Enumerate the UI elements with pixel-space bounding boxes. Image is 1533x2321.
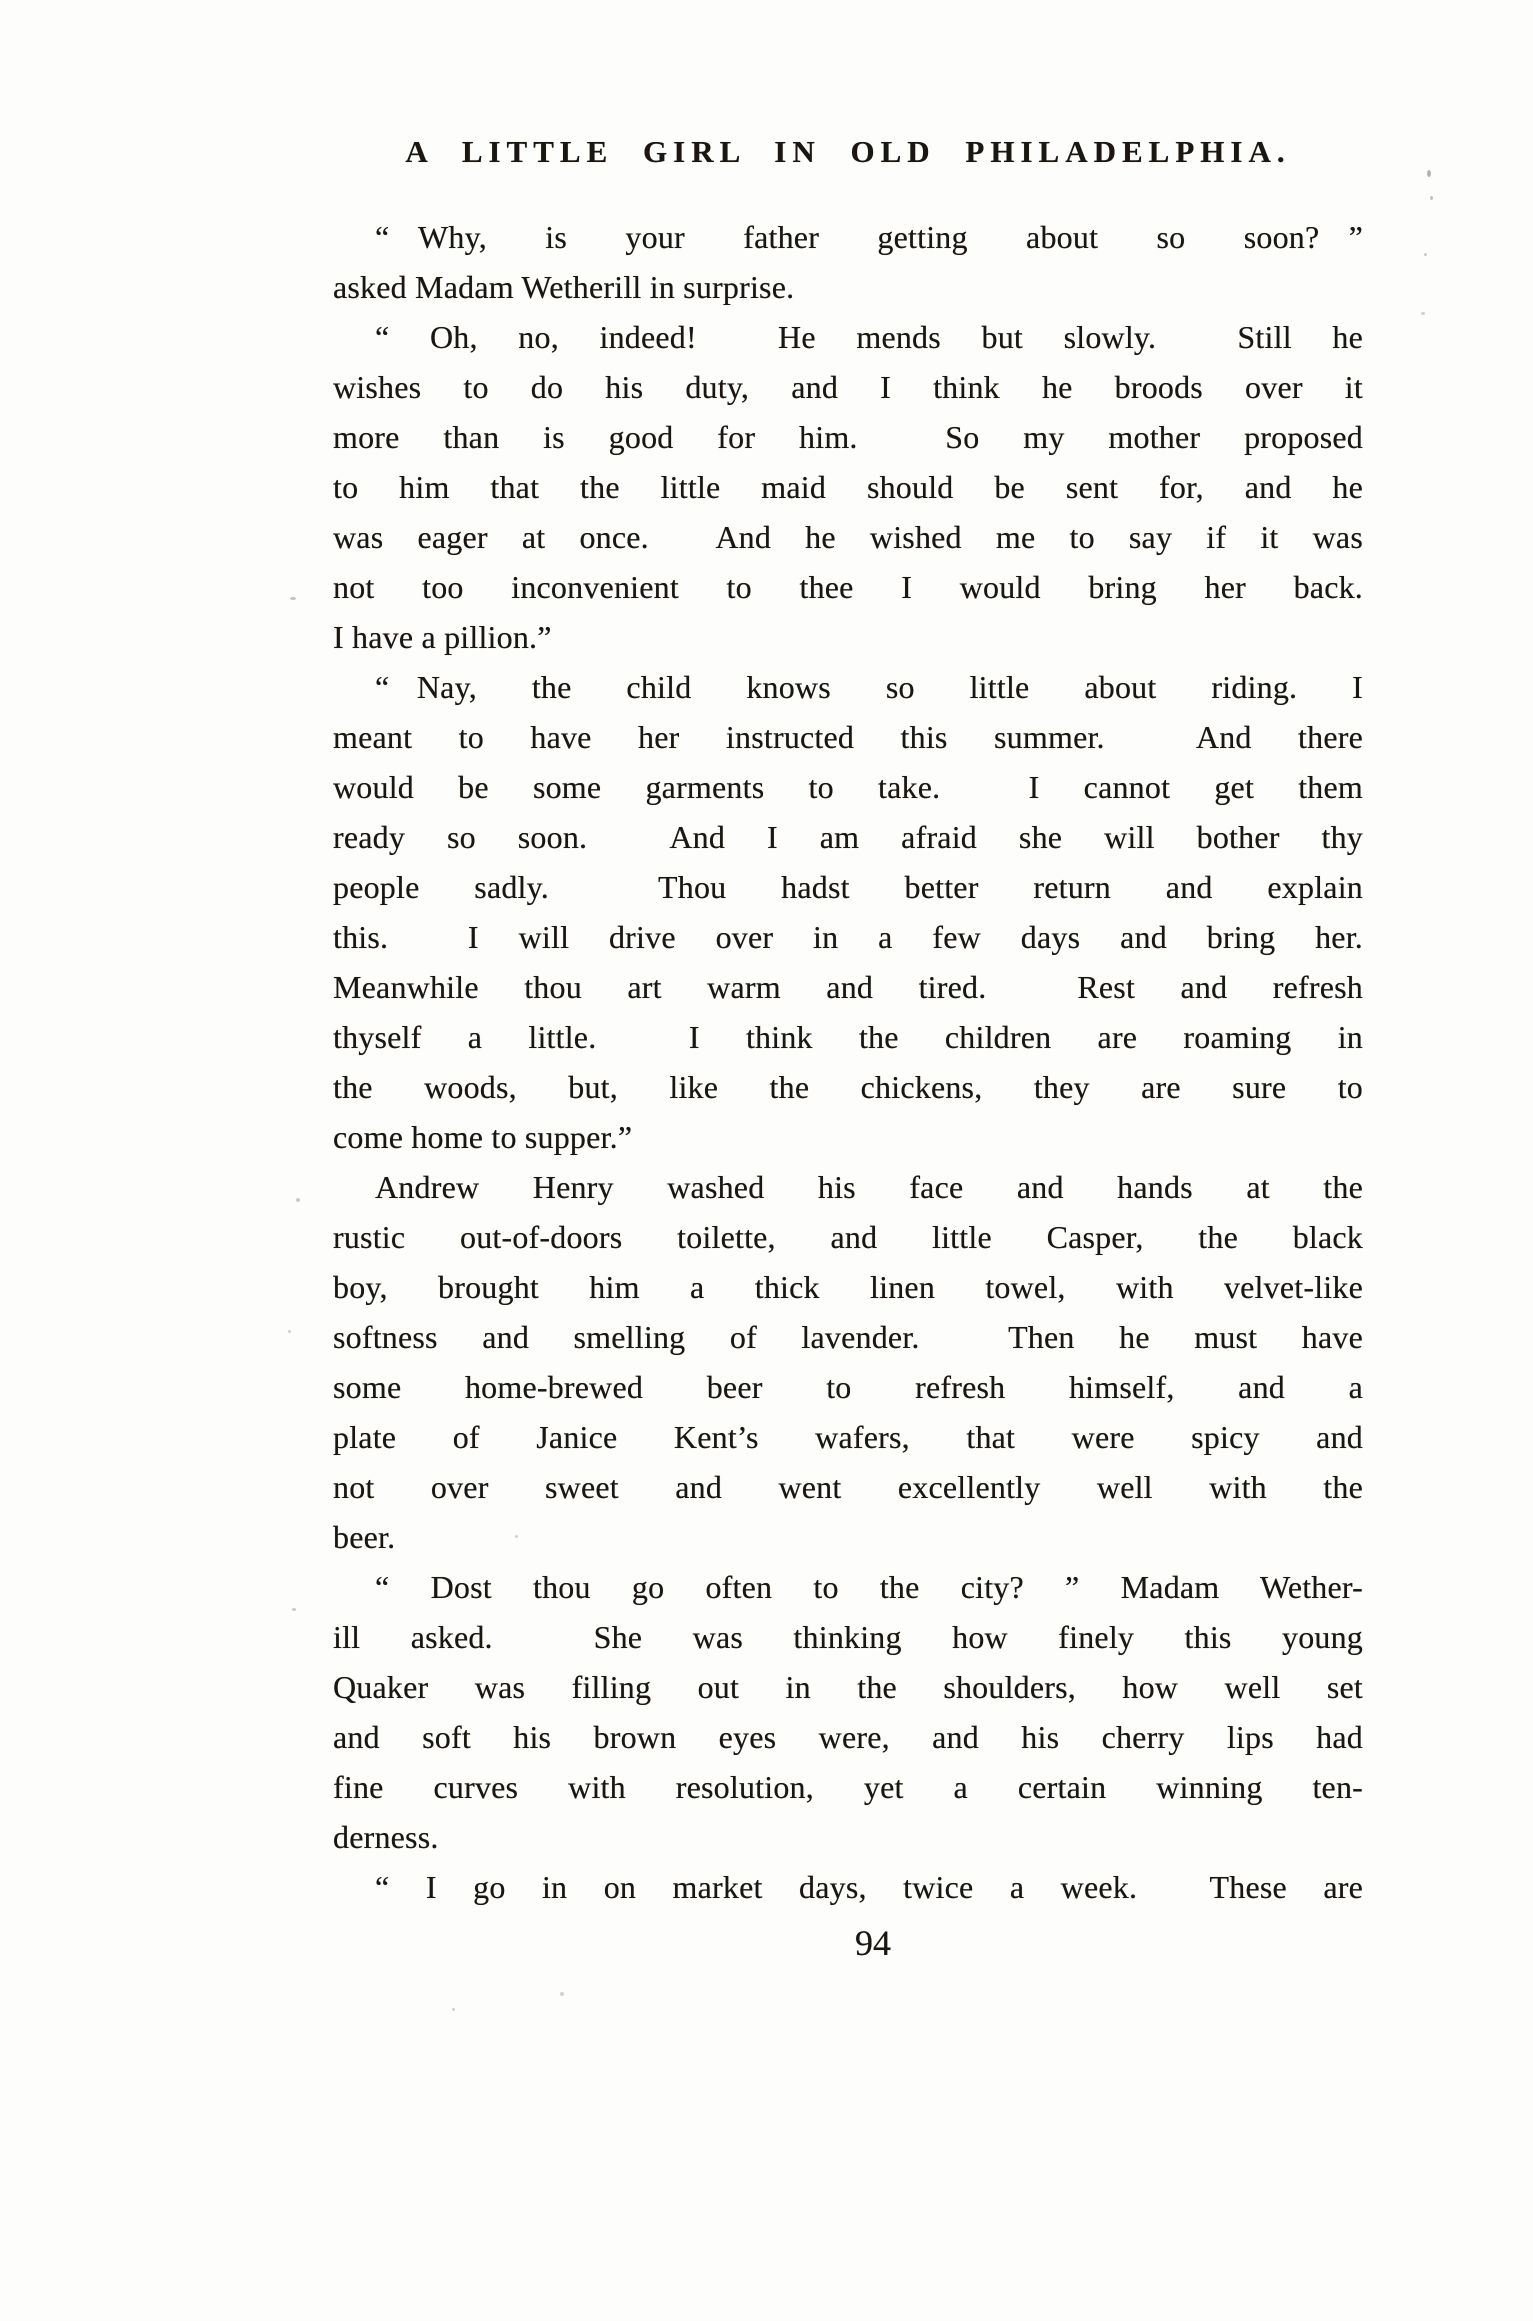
text-line: this. I will drive over in a few days and bring her. — [333, 919, 1363, 955]
text-line: more than is good for him. So my mother proposed — [333, 419, 1363, 455]
text-line: asked Madam Wetherill in surprise. — [333, 269, 795, 305]
text-line: Meanwhile thou art warm and tired. Rest and refresh — [333, 969, 1363, 1005]
text-line: people sadly. Thou hadst better return and explain — [333, 869, 1363, 905]
text-line: not over sweet and went excellently well with the — [333, 1469, 1363, 1505]
text-line: boy, brought him a thick linen towel, with velvet-like — [333, 1269, 1363, 1305]
text-line: “ Nay, the child knows so little about riding. I — [375, 669, 1363, 705]
text-line: “ Dost thou go often to the city? ” Madam Wether- — [375, 1569, 1363, 1605]
speck — [1424, 253, 1427, 256]
text-line: not too inconvenient to thee I would bring her back. — [333, 569, 1363, 605]
text-line: fine curves with resolution, yet a certain winning ten- — [333, 1769, 1363, 1805]
text-line: “ Why, is your father getting about so soon? ” — [375, 219, 1363, 255]
text-block — [333, 212, 1363, 1912]
text-line: beer. — [333, 1519, 396, 1555]
text-line: come home to supper.” — [333, 1119, 633, 1155]
text-line: thyself a little. I think the children are roaming in — [333, 1019, 1363, 1055]
text-line: ready so soon. And I am afraid she will bother thy — [333, 819, 1363, 855]
page-number: 94 — [855, 1923, 891, 1963]
running-header: A LITTLE GIRL IN OLD PHILADELPHIA. — [405, 134, 1291, 169]
speck — [1430, 196, 1433, 200]
text-line: meant to have her instructed this summer. And there — [333, 719, 1363, 755]
text-line: some home-brewed beer to refresh himself, and a — [333, 1369, 1363, 1405]
text-line: rustic out-of-doors toilette, and little Casper, the black — [333, 1219, 1363, 1255]
text-line: plate of Janice Kent’s wafers, that were spicy and — [333, 1419, 1363, 1455]
speck — [560, 1992, 564, 1996]
speck — [296, 1198, 300, 1202]
text-line: “ Oh, no, indeed! He mends but slowly. Still he — [375, 319, 1363, 355]
text-line: Andrew Henry washed his face and hands at the — [375, 1169, 1363, 1205]
speck — [1427, 170, 1431, 177]
text-line: ill asked. She was thinking how finely this young — [333, 1619, 1363, 1655]
text-line: wishes to do his duty, and I think he broods over it — [333, 369, 1363, 405]
text-line: was eager at once. And he wished me to say if it was — [333, 519, 1363, 555]
speck — [1421, 312, 1425, 315]
text-line: the woods, but, like the chickens, they are sure to — [333, 1069, 1363, 1105]
speck — [288, 1330, 291, 1333]
speck — [290, 597, 296, 600]
text-line: would be some garments to take. I cannot get them — [333, 769, 1363, 805]
text-line: I have a pillion.” — [333, 619, 552, 655]
text-line: and soft his brown eyes were, and his cherry lips had — [333, 1719, 1363, 1755]
text-line: to him that the little maid should be sent for, and he — [333, 469, 1363, 505]
speck — [292, 1608, 296, 1611]
text-line: “ I go in on market days, twice a week. These are — [375, 1869, 1363, 1905]
speck — [452, 2008, 455, 2011]
text-line: softness and smelling of lavender. Then he must have — [333, 1319, 1363, 1355]
speck — [515, 1535, 518, 1538]
text-line: derness. — [333, 1819, 439, 1855]
text-line: Quaker was filling out in the shoulders, how well set — [333, 1669, 1363, 1705]
